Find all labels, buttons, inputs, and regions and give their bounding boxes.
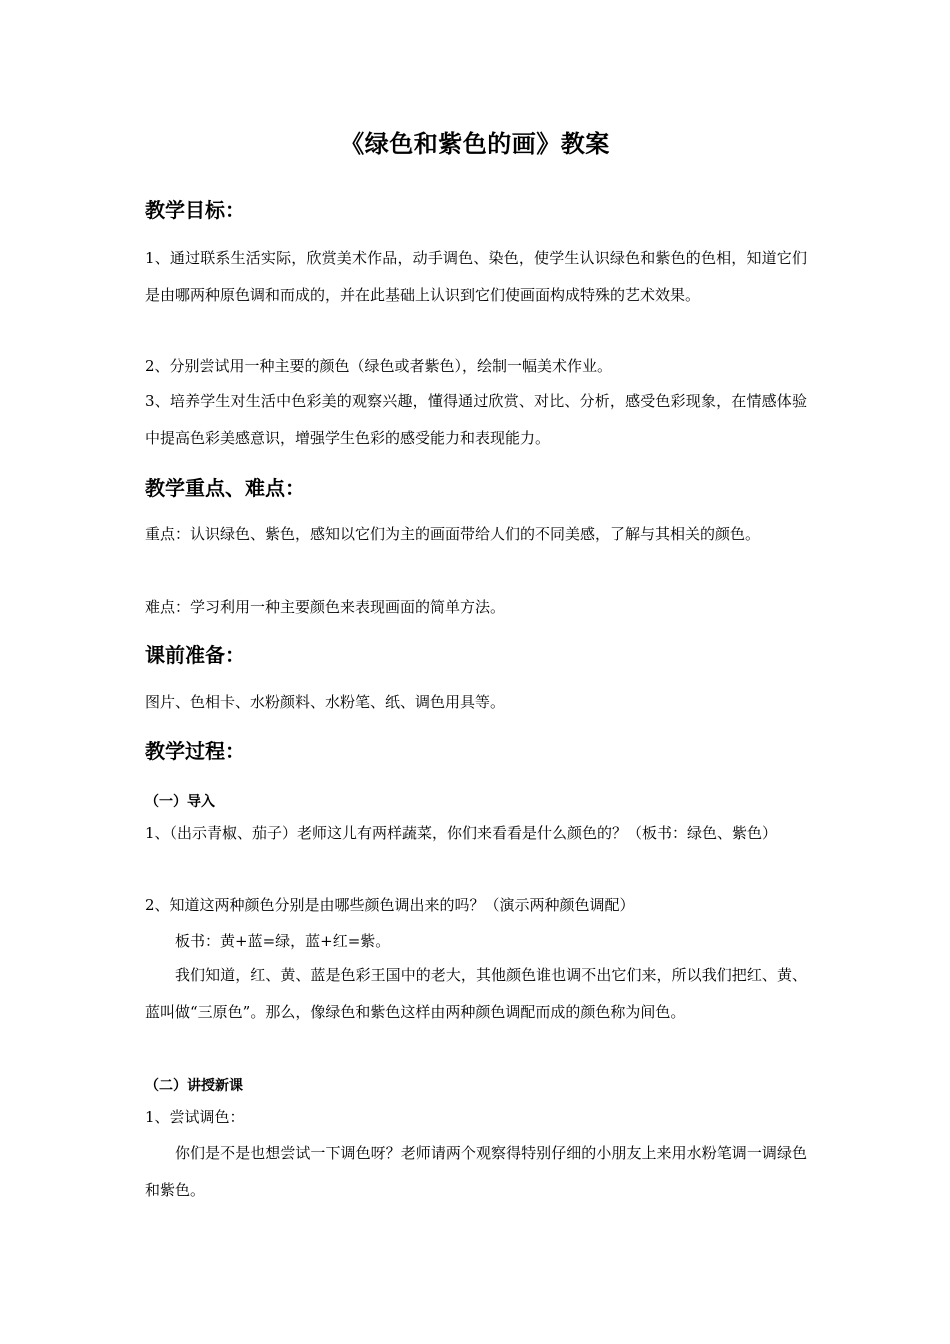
preparation-text: 图片、色相卡、水粉颜料、水粉笔、纸、调色用具等。	[145, 693, 506, 711]
goal-item-2: 2、分别尝试用一种主要的颜色（绿色或者紫色），绘制一幅美术作业。	[145, 357, 613, 375]
subheading-intro: （一）导入	[145, 794, 215, 810]
new-lesson-item-1: 1、尝试调色：	[145, 1108, 245, 1126]
intro-item-2: 2、知道这两种颜色分别是由哪些颜色调出来的吗？（演示两种颜色调配）	[145, 896, 635, 914]
goal-item-1: 1、通过联系生活实际，欣赏美术作品，动手调色、染色，使学生认识绿色和紫色的色相，知道它们是由哪两种原色调和而成的，并在此基础上认识到它们使画面构成特殊的艺术效果。	[145, 249, 807, 304]
intro-board-note: 板书：黄+蓝=绿，蓝+红=紫。	[175, 932, 391, 950]
section-heading-preparation: 课前准备：	[145, 643, 245, 667]
goal-item-3: 3、培养学生对生活中色彩美的观察兴趣，懂得通过欣赏、对比、分析，感受色彩现象，在情感体验中提高色彩美感意识，增强学生色彩的感受能力和表现能力。	[145, 392, 807, 447]
subheading-new-lesson: （二）讲授新课	[145, 1078, 243, 1094]
section-heading-goals: 教学目标：	[145, 198, 245, 222]
document-title: 《绿色和紫色的画》教案	[340, 129, 610, 158]
section-heading-key-points: 教学重点、难点：	[145, 476, 305, 500]
section-heading-process: 教学过程：	[145, 739, 245, 763]
key-point-focus: 重点：认识绿色、紫色，感知以它们为主的画面带给人们的不同美感，了解与其相关的颜色。	[145, 525, 761, 543]
key-point-difficulty: 难点：学习利用一种主要颜色来表现画面的简单方法。	[145, 598, 506, 616]
intro-explanation: 我们知道，红、黄、蓝是色彩王国中的老大，其他颜色谁也调不出它们来，所以我们把红、黄、蓝叫做“三原色”。那么，像绿色和紫色这样由两种颜色调配而成的颜色称为间色。	[145, 966, 807, 1021]
intro-item-1: 1、（出示青椒、茄子）老师这儿有两样蔬菜，你们来看看是什么颜色的？（板书：绿色、紫色）	[145, 824, 778, 842]
new-lesson-item-1-text: 你们是不是也想尝试一下调色呀？老师请两个观察得特别仔细的小朋友上来用水粉笔调一调绿色和紫色。	[145, 1144, 807, 1199]
